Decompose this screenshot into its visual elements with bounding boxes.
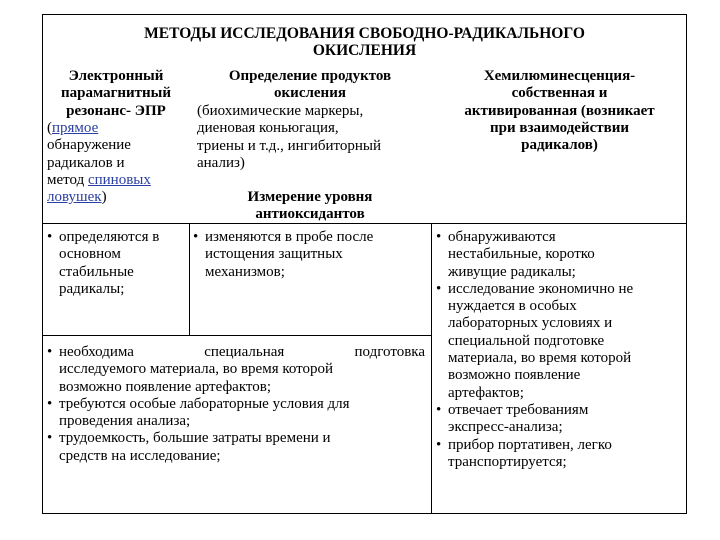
col1-header-line: резонанс- ЭПР [66,102,166,119]
col1-header-line: Электронный [68,68,164,84]
col3-pros [436,229,684,471]
link-spin-traps-2[interactable]: ловушек [47,189,102,206]
col2-header-line: окисления [274,85,346,102]
bullet-icon: • [47,395,53,412]
col2-subheader-line: антиоксидантов [255,206,365,223]
link-direct[interactable]: прямое [52,120,99,136]
col2-desc-line: диеновая коньюгация, [197,120,339,137]
title-line-2: ОКИСЛЕНИЯ [312,42,417,59]
list-item: • определяются в основном стабильные радикалы; [47,229,160,297]
title-line-1: МЕТОДЫ ИССЛЕДОВАНИЯ СВОБОДНО-РАДИКАЛЬНОГО [144,25,585,42]
list-item: • исследование экономично не нуждается в особых лабораторных условиях и специальной подготовке материала, во время которой возможно появление артефактов; [436,280,634,401]
close-paren: ) [101,189,107,206]
bullet-icon: • [47,344,53,360]
list-item: • трудоемкость, большие затраты времени и средств на исследование; [47,430,331,464]
col1-pros [47,229,187,298]
col1-desc-prefix: метод [47,171,88,188]
col1-description [47,120,187,206]
col2-pros [193,229,428,281]
cons-word: необходима [59,344,134,360]
col1-header-line: парамагнитный [60,85,172,102]
bullet-icon: • [436,229,442,245]
divider-col1-col2 [189,223,190,335]
col2-desc-line: триены и т.д., ингибиторный [197,137,381,154]
col3-header-line: радикалов) [521,137,598,154]
bullet-icon: • [47,229,53,245]
table-title [42,25,687,59]
col2-desc-line: (биохимические маркеры, [197,103,364,119]
list-item: • отвечает требованиям экспресс-анализа; [436,401,589,436]
bullet-icon: • [436,280,442,297]
col3-header-line: Хемилюминесценция- [483,68,636,84]
bullet-icon: • [47,430,53,447]
col2-subheader [192,189,428,224]
col2-header [192,68,428,103]
list-item: • прибор портативен, легко транспортируется; [436,436,612,470]
bullet-icon: • [193,229,199,245]
col3-header-line: активированная (возникает [464,102,655,119]
col3-header-line: собственная и [511,85,608,102]
col1-desc-line: обнаружение [47,137,131,154]
divider-cons-top [42,335,431,336]
col2-description [197,103,429,172]
cons-word: подготовка [354,344,425,360]
list-item: • изменяются в пробе после истощения защитных механизмов; [193,229,374,280]
col3-header-line: при взаимодействии [489,119,630,136]
cons-list [47,344,425,465]
bullet-icon: • [436,436,442,453]
col3-header [432,68,687,154]
open-paren: ( [47,120,52,136]
divider-left-right [431,223,432,514]
link-spin-traps[interactable]: спиновых [87,171,151,188]
bullet-icon: • [436,401,442,418]
list-item: • требуются особые лабораторные условия для проведения анализа; [47,395,350,430]
divider-header-bottom-right [431,223,687,224]
cons-word: специальная [204,344,285,360]
col1-desc-line: радикалов и [47,154,125,171]
list-item: • необходима специальная подготовка исследуемого материала, во время которой возможно появление артефактов; [47,344,425,395]
list-item: • обнаруживаются нестабильные, коротко живущие радикалы; [436,229,595,280]
col2-subheader-line: Измерение уровня [247,189,373,205]
col2-header-line: Определение продуктов [228,68,392,84]
col2-desc-line: анализ) [197,154,245,171]
col1-header [42,68,190,120]
